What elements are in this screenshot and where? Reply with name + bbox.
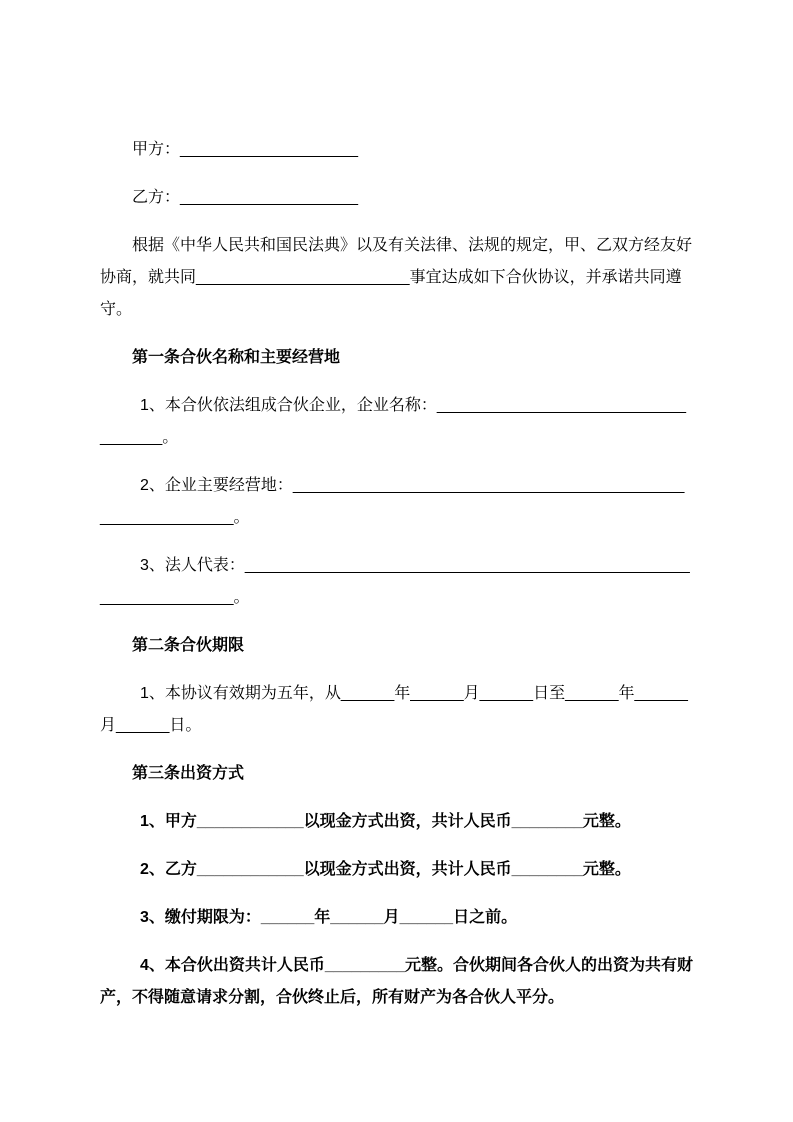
article-3-item-4: 4、本合伙出资共计人民币_________元整。合伙期间各合伙人的出资为共有财产，不得随意请求分割，合伙终止后，所有财产为各合伙人平分。 xyxy=(100,957,693,1006)
article-3-heading: 第三条出资方式 xyxy=(132,765,245,782)
article-1-heading: 第一条合伙名称和主要经营地 xyxy=(132,349,341,366)
article-1-item-1: 1、本合伙依法组成合伙企业，企业名称：___________________________________。 xyxy=(100,397,687,446)
article-3-item-3: 3、缴付期限为：______年______月______日之前。 xyxy=(140,909,518,926)
article-3-item-1: 1、甲方____________以现金方式出资，共计人民币________元整。 xyxy=(140,813,631,830)
party-b-line: 乙方：____________________ xyxy=(132,189,358,206)
article-2-item-1: 1、本协议有效期为五年，从______年______月______日至______年______月______日。 xyxy=(100,685,688,734)
article-2-heading: 第二条合伙期限 xyxy=(132,637,245,654)
article-1-item-2: 2、企业主要经营地：___________________________________________________________。 xyxy=(100,477,685,526)
article-3-item-2: 2、乙方____________以现金方式出资，共计人民币________元整。 xyxy=(140,861,631,878)
party-a-line: 甲方：____________________ xyxy=(132,141,358,158)
preamble-paragraph: 根据《中华人民共和国民法典》以及有关法律、法规的规定，甲、乙双方经友好协商，就共同________________________事宜达成如下合伙协议，并承诺共同遵守。 xyxy=(100,237,693,318)
article-1-item-3: 3、法人代表：_________________________________________________________________。 xyxy=(100,557,690,606)
